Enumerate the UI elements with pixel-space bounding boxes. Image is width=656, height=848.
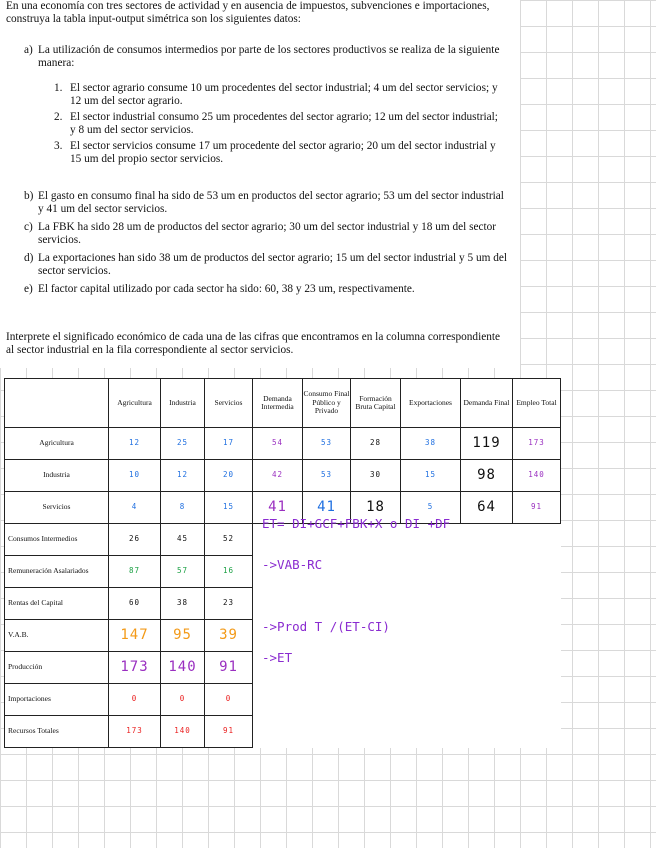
section-b: [24, 190, 508, 216]
table-cell: 38: [161, 588, 205, 620]
table-cell: 52: [205, 524, 253, 556]
table-cell: 20: [205, 460, 253, 492]
column-header: Industria: [161, 379, 205, 428]
item-number: 1.: [54, 82, 63, 94]
row-label: Industria: [5, 460, 109, 492]
table-cell: 42: [253, 460, 303, 492]
table-cell: 53: [303, 460, 351, 492]
table-cell: 140: [161, 652, 205, 684]
row-label: Agricultura: [5, 428, 109, 460]
row-label: Recursos Totales: [5, 716, 109, 748]
table-row-agricultura: [5, 428, 561, 460]
section-b-text: El gasto en consumo final ha sido de 53 um en productos del sector agrario; 53 um del sector industrial y 41 um del sector servicios.: [38, 190, 504, 215]
table-cell: 30: [351, 460, 401, 492]
intro-paragraph: En una economía con tres sectores de actividad y en ausencia de impuestos, subvenciones e importaciones, construya la tabla input-output simétrica son los siguientes datos:: [6, 0, 490, 25]
item-text: El sector agrario consume 10 um procedentes del sector industrial; 4 um del sector servicios; y 12 um del sector agrario.: [70, 82, 498, 107]
table-cell: 38: [401, 428, 461, 460]
table-row-rentas: [5, 588, 561, 620]
table-cell: 39: [205, 620, 253, 652]
item-text: El sector servicios consume 17 um procedente del sector agrario; 20 um del sector industrial y 15 um del propio sector servicios.: [70, 140, 496, 165]
table-cell: 173: [109, 716, 161, 748]
table-cell: 91: [513, 492, 561, 524]
table-cell: 4: [109, 492, 161, 524]
section-e-label: e): [24, 283, 33, 295]
table-header-row: [5, 379, 561, 428]
handwritten-note-et: ->ET: [262, 650, 293, 665]
section-d-label: d): [24, 252, 34, 264]
section-a-text: La utilización de consumos intermedios por parte de los sectores productivos se realiza de la siguiente manera:: [38, 44, 500, 69]
column-header: Demanda Intermedia: [253, 379, 303, 428]
section-a-label: a): [24, 44, 33, 56]
column-header: Demanda Final: [461, 379, 513, 428]
table-row-importaciones: [5, 684, 561, 716]
table-cell: 54: [253, 428, 303, 460]
table-cell: 91: [205, 652, 253, 684]
table-cell: 41: [253, 492, 303, 524]
column-header: Servicios: [205, 379, 253, 428]
table-cell: 18: [351, 492, 401, 524]
section-d-text: La exportaciones han sido 38 um de productos del sector agrario; 15 um del sector industrial y 5 um del sector servicios.: [38, 252, 508, 277]
section-d: [24, 252, 508, 278]
table-cell: 140: [161, 716, 205, 748]
section-c-label: c): [24, 221, 33, 233]
table-cell: 8: [161, 492, 205, 524]
table-cell: 17: [205, 428, 253, 460]
table-cell: 57: [161, 556, 205, 588]
row-label: Producción: [5, 652, 109, 684]
table-cell: 0: [161, 684, 205, 716]
table-cell: 173: [109, 652, 161, 684]
column-header: Agricultura: [109, 379, 161, 428]
table-cell: 60: [109, 588, 161, 620]
table-cell: 98: [461, 460, 513, 492]
table-cell: 10: [109, 460, 161, 492]
row-label: Rentas del Capital: [5, 588, 109, 620]
row-label: Consumos Intermedios: [5, 524, 109, 556]
item-text: El sector industrial consumo 25 um procedentes del sector agrario; 12 um del sector industrial; y 8 um del sector servicios.: [70, 111, 498, 136]
section-a-item-1: [54, 82, 502, 108]
table-cell: 119: [461, 428, 513, 460]
column-header: Empleo Total: [513, 379, 561, 428]
table-cell: 12: [161, 460, 205, 492]
row-label: V.A.B.: [5, 620, 109, 652]
handwritten-note-prod: ->Prod T /(ET-CI): [262, 619, 390, 634]
column-header: Formación Bruta Capital: [351, 379, 401, 428]
table-cell: 41: [303, 492, 351, 524]
table-cell: 45: [161, 524, 205, 556]
section-a-item-2: [54, 111, 502, 137]
item-number: 2.: [54, 111, 63, 123]
table-cell: 16: [205, 556, 253, 588]
section-c: [24, 221, 508, 247]
column-header: Exportaciones: [401, 379, 461, 428]
table-cell: 12: [109, 428, 161, 460]
table-cell: 87: [109, 556, 161, 588]
table-cell: 0: [109, 684, 161, 716]
table-cell: 140: [513, 460, 561, 492]
table-cell: 5: [401, 492, 461, 524]
section-e-text: El factor capital utilizado por cada sector ha sido: 60, 38 y 23 um, respectivamente.: [38, 283, 415, 295]
table-row-recursos: [5, 716, 561, 748]
column-header: Consumo Final Público y Privado: [303, 379, 351, 428]
section-a-item-3: [54, 140, 502, 166]
table-cell: 26: [109, 524, 161, 556]
table-cell: 173: [513, 428, 561, 460]
table-cell: 23: [205, 588, 253, 620]
handwritten-note-vab: ->VAB-RC: [262, 557, 323, 572]
table-row-industria: [5, 460, 561, 492]
item-number: 3.: [54, 140, 63, 152]
section-c-text: La FBK ha sido 28 um de productos del sector agrario; 30 um del sector industrial y 18 um del sector servicios.: [38, 221, 497, 246]
section-e: [24, 283, 508, 296]
table-cell: 15: [205, 492, 253, 524]
section-a: [24, 44, 508, 70]
row-label: Remuneración Asalariados: [5, 556, 109, 588]
handwritten-note-et-formula: ET= DI+GCF+FBK+X o DI +DF: [262, 516, 451, 531]
table-cell: 28: [351, 428, 401, 460]
closing-question: Interprete el significado económico de cada una de las cifras que encontramos en la columna correspondiente al sector industrial en la fila correspondiente al sector servicios.: [6, 331, 501, 356]
corner-cell: [5, 379, 109, 428]
table-cell: 91: [205, 716, 253, 748]
section-b-label: b): [24, 190, 34, 202]
table-cell: 0: [205, 684, 253, 716]
table-cell: 147: [109, 620, 161, 652]
row-label: Servicios: [5, 492, 109, 524]
table-cell: 95: [161, 620, 205, 652]
row-label: Importaciones: [5, 684, 109, 716]
table-cell: 25: [161, 428, 205, 460]
table-cell: 64: [461, 492, 513, 524]
table-cell: 53: [303, 428, 351, 460]
table-cell: 15: [401, 460, 461, 492]
document-sheet: [0, 0, 520, 368]
